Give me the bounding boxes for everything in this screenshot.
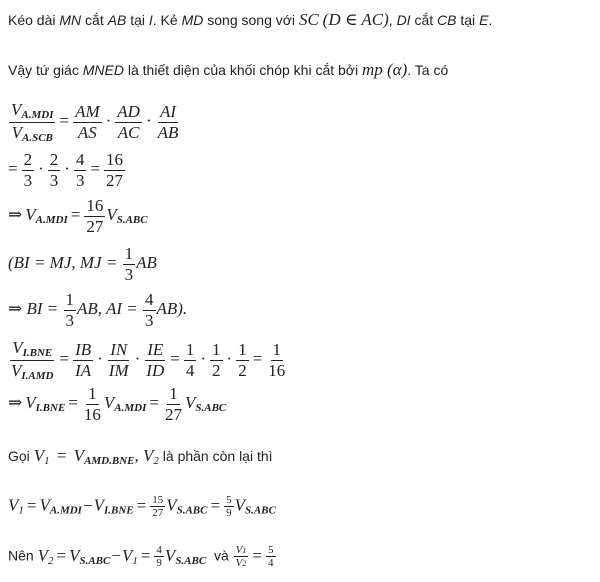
segment-mn: MN [59, 12, 82, 28]
fraction-result: $\frac{16}{27}$ [106, 150, 124, 190]
text: là thiết diện của khối chóp khi cắt bởi [123, 62, 362, 78]
segment-di: DI [396, 12, 411, 28]
text: . Kẻ [152, 12, 182, 28]
segment-ab: AB [107, 12, 127, 28]
point-e: E [479, 12, 489, 28]
segment-cb: CB [437, 12, 457, 28]
fraction: $\frac{4}{3}$ [145, 290, 154, 330]
equation-bi-ai: ⇒ BI = $\frac{1}{3}$ AB, AI = $\frac{4}{3}$ AB). [8, 290, 188, 330]
equation-v-ibne: ⇒ $V_{I.BNE}$ = $\frac{1}{16}$ $V_{A.MDI}$ = $\frac{1}{27}$ $V_{S.ABC}$ [8, 384, 227, 424]
text: tại [126, 12, 149, 28]
fraction: $\frac{4}{3}$ [75, 150, 85, 190]
equation-bi-mj: (BI = MJ, MJ = $\frac{1}{3}$ AB [8, 244, 157, 284]
fraction: $\frac{16}{27}$ [86, 196, 104, 236]
segment-md: MD [181, 12, 204, 28]
equation-volume-ratio-2: $\frac{V_{I.BNE}}{V_{I.AMD}}$ = $\frac{IB}{IA}$ · $\frac{IN}{IM}$ · $\frac{IE}{ID}$ = $\frac{1}{4}$ · $\frac{1}{2}$ · $\frac{1}{2}$ = $\frac{1}{16}$ [11, 338, 286, 382]
fraction: $\frac{1}{4}$ [185, 340, 195, 380]
fraction: $\frac{1}{3}$ [65, 290, 75, 330]
text: song song với [203, 12, 299, 28]
intro-paragraph-2 [8, 60, 448, 80]
quadrilateral-mned: MNED [82, 62, 124, 78]
fraction-am-as: $\frac{AM}{AS}$ [75, 102, 100, 142]
point-i: I [148, 12, 153, 28]
fraction: $\frac{5}{9}$ [226, 494, 232, 520]
fraction-ai-ab: $\frac{AI}{AB}$ [157, 102, 179, 142]
fraction-v1-v2: $\frac{V1}{V2}$ [235, 544, 247, 570]
text: tại [456, 12, 480, 28]
fraction: $\frac{1}{2}$ [212, 340, 221, 380]
fraction-lhs: $\frac{V_{A.MDI}}{V_{A.SCB}}$ [11, 100, 54, 144]
fraction: $\frac{1}{2}$ [238, 340, 247, 380]
equation-v-amdi: ⇒ $V_{A.MDI}$ = $\frac{16}{27}$ $V_{S.ABC}$ [8, 196, 148, 236]
segment-sc: SC [298, 10, 319, 29]
text: Kéo dài [8, 12, 60, 28]
fraction-result: $\frac{1}{16}$ [268, 340, 286, 380]
equation-volume-ratio-1: $\frac{V_{A.MDI}}{V_{A.SCB}}$ = $\frac{AM}{AS}$ · $\frac{AD}{AC}$ · $\frac{AI}{AB}$ [11, 100, 179, 144]
text: . [488, 12, 493, 28]
text: , [388, 12, 397, 28]
condition-d-in-ac: (D ∈ AC) [322, 10, 389, 29]
fraction: $\frac{1}{16}$ [83, 384, 101, 424]
fraction: $\frac{1}{3}$ [124, 244, 134, 284]
fraction-ie-id: $\frac{IE}{ID}$ [146, 340, 165, 380]
equation-v1: $V_1 = V_{A.MDI}-V_{I.BNE}$ = $\frac{15}{27}$ $V_{S.ABC}$ = $\frac{5}{9}$ $V_{S.ABC}$ [8, 494, 276, 520]
text: cắt [410, 12, 438, 28]
fraction: $\frac{4}{9}$ [156, 544, 162, 570]
fraction-lhs: $\frac{V_{I.BNE}}{V_{I.AMD}}$ [11, 338, 54, 382]
fraction-result: $\frac{5}{4}$ [268, 544, 274, 570]
plane-alpha: mp (α) [361, 60, 408, 79]
fraction: $\frac{15}{27}$ [152, 494, 164, 520]
definition-v1-v2: Gọi $V_1 = V_{AMD.BNE}$, $V_2$ là phần còn lại thì [8, 446, 273, 467]
fraction-ad-ac: $\frac{AD}{AC}$ [117, 102, 140, 142]
text: cắt [81, 12, 108, 28]
fraction: $\frac{2}{3}$ [49, 150, 59, 190]
text: . Ta có [407, 62, 449, 78]
fraction: $\frac{1}{27}$ [164, 384, 182, 424]
equation-numeric-ratio: = $\frac{2}{3}$ · $\frac{2}{3}$ · $\frac{4}{3}$ = $\frac{16}{27}$ [8, 150, 124, 190]
equation-v2-ratio: Nên $V_2 = V_{S.ABC}-V_1$ = $\frac{4}{9}$ $V_{S.ABC}$ và $\frac{V1}{V2}$ = $\frac{5}{4}$ [8, 544, 274, 570]
fraction-ib-ia: $\frac{IB}{IA}$ [75, 340, 92, 380]
intro-paragraph-1 [8, 10, 492, 30]
fraction: $\frac{2}{3}$ [23, 150, 33, 190]
text: Vậy tứ giác [8, 62, 83, 78]
fraction-in-im: $\frac{IN}{IM}$ [108, 340, 129, 380]
